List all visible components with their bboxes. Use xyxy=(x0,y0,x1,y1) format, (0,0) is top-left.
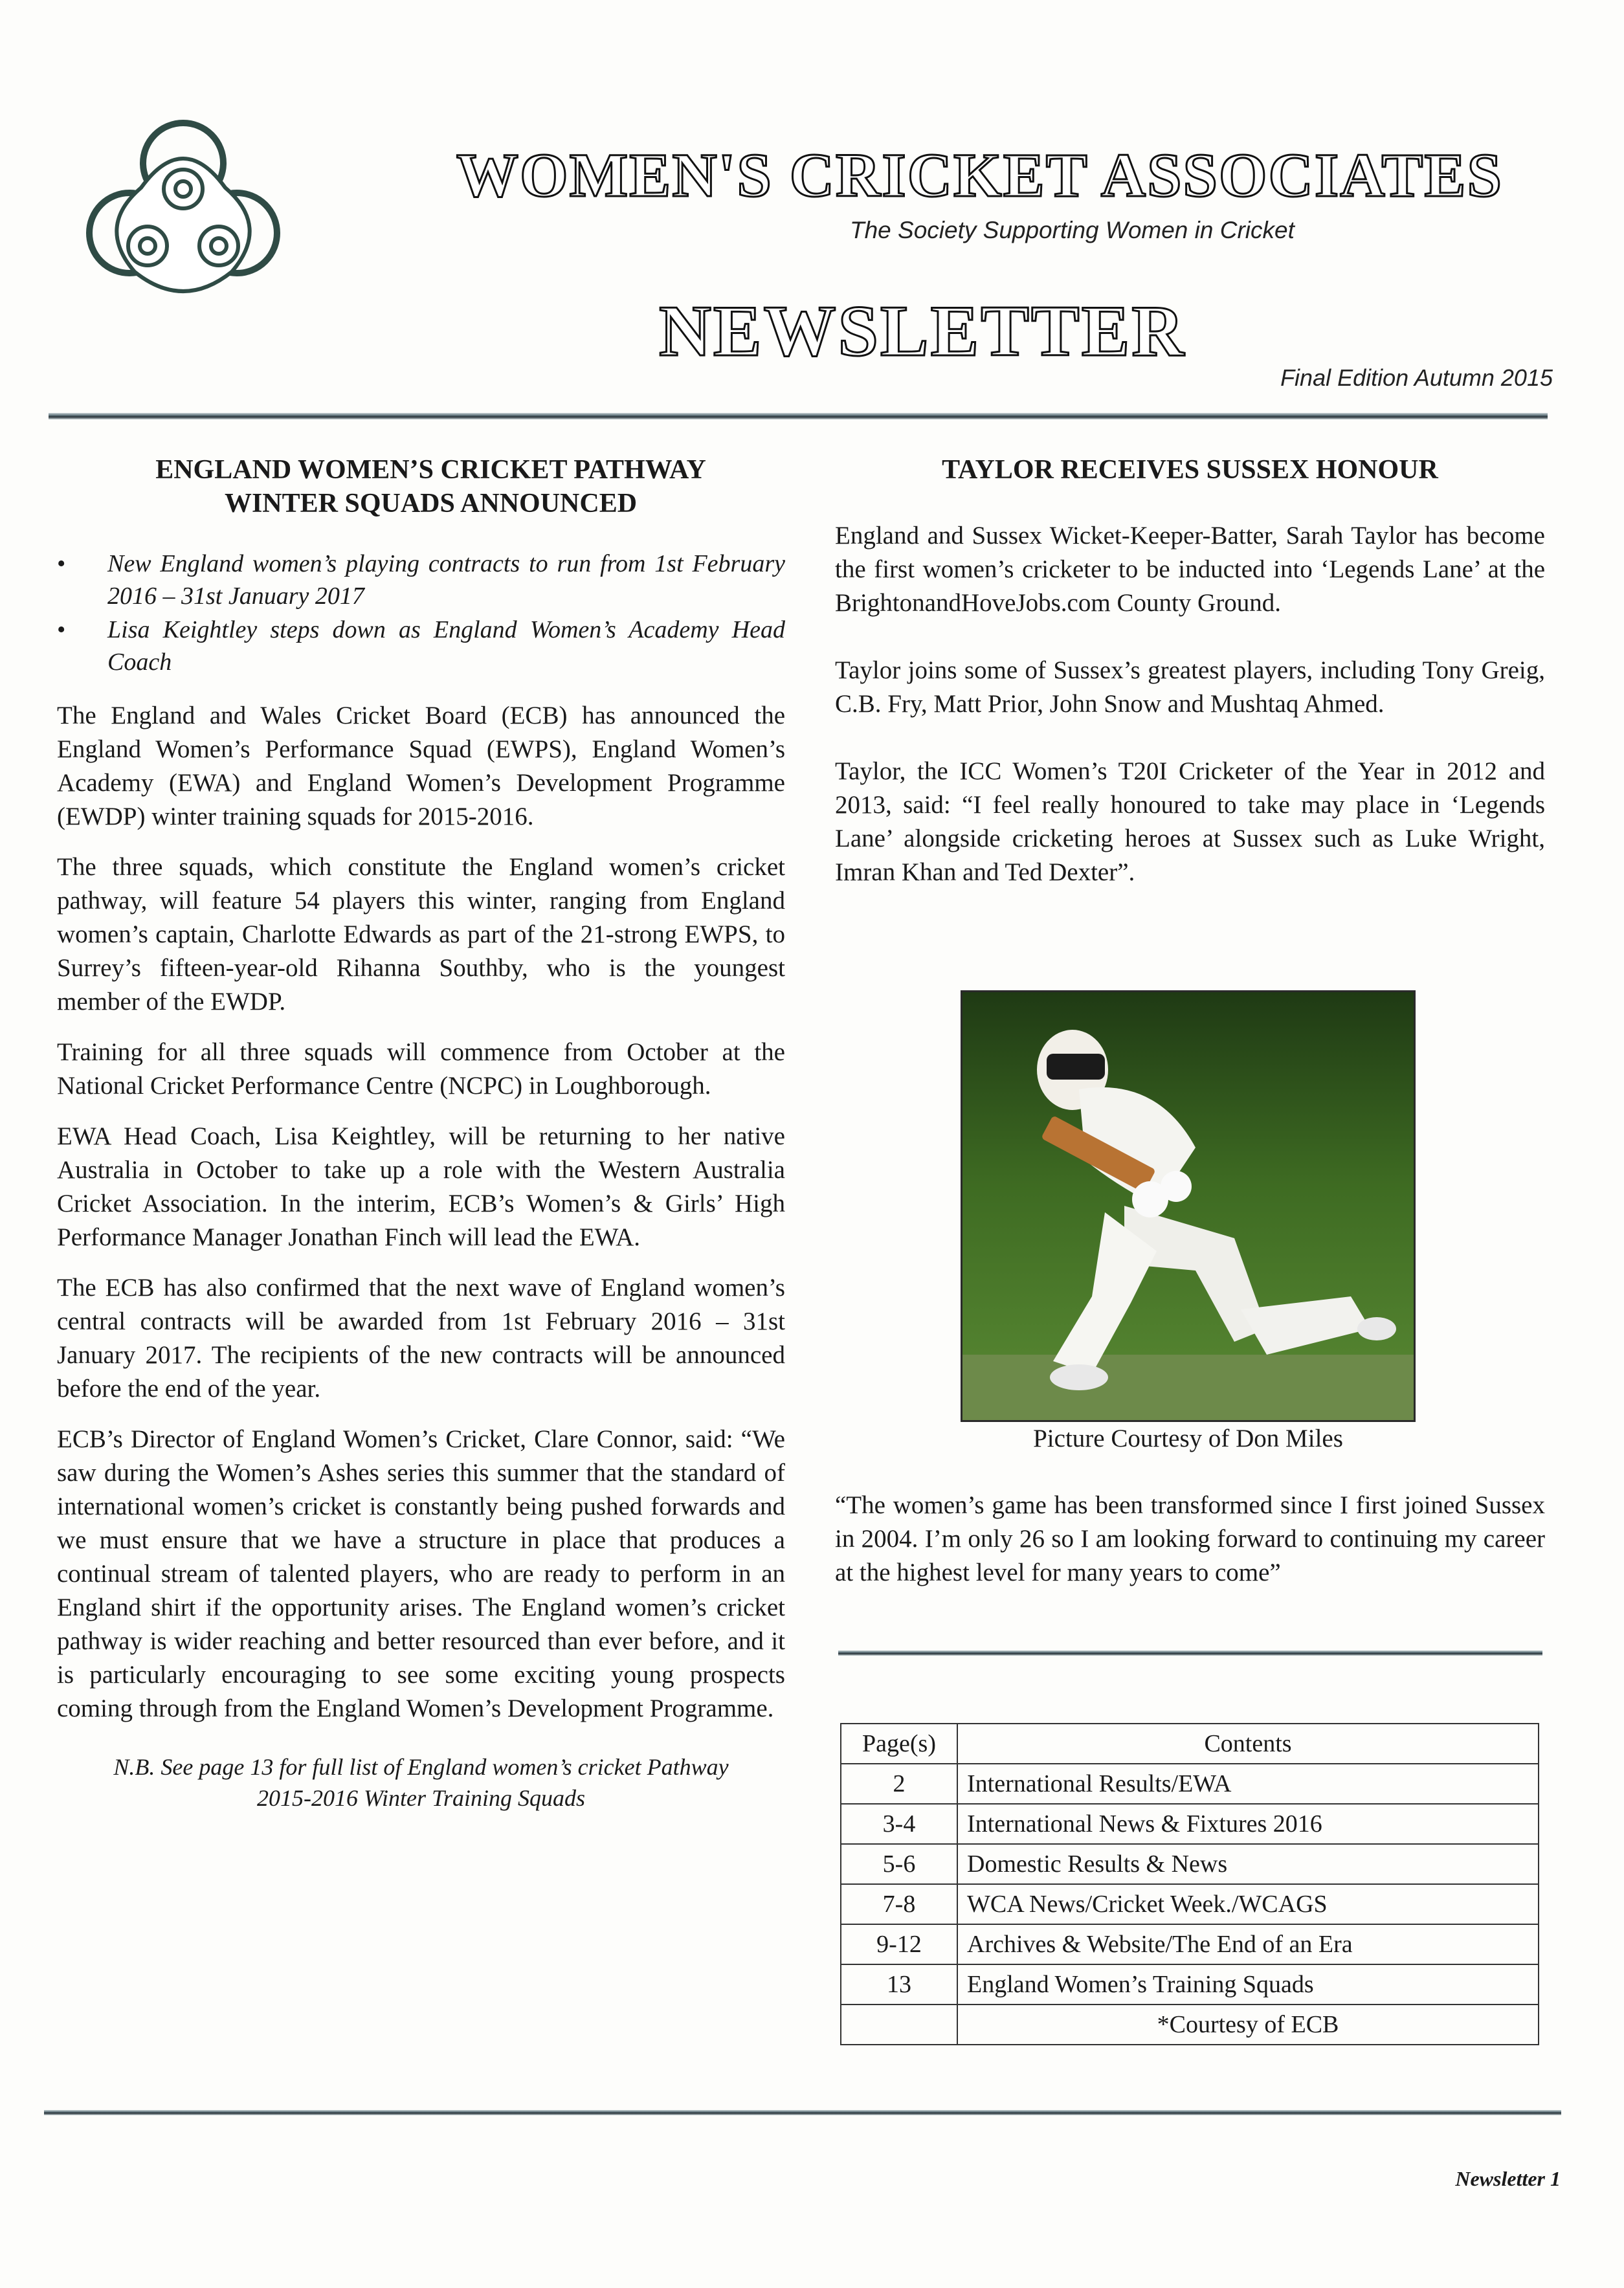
title-cell: Domestic Results & News xyxy=(957,1844,1539,1884)
left-article-heading xyxy=(57,453,785,520)
nb-line: N.B. See page 13 for full list of England women’s cricket Pathway xyxy=(113,1754,729,1780)
right-article-body xyxy=(835,519,1545,889)
header-divider xyxy=(49,413,1548,419)
page-number: Newsletter 1 xyxy=(1455,2167,1561,2190)
paragraph: Training for all three squads will commence from October at the National Cricket Performance Centre (NCPC) in Loughborough. xyxy=(57,1038,785,1100)
heading-line: ENGLAND WOMEN’S CRICKET PATHWAY xyxy=(155,455,706,485)
bullet-text: Lisa Keightley steps down as England Women’s Academy Head Coach xyxy=(107,616,785,676)
paragraph: The ECB has also confirmed that the next wave of England women’s central contracts will be awarded from 1st February 2016 – 31st January 2017. The recipients of the new contracts will be announced before the end of the year. xyxy=(57,1274,785,1403)
title-cell: England Women’s Training Squads xyxy=(957,1964,1539,2005)
page-cell: 5-6 xyxy=(841,1844,957,1884)
table-row xyxy=(841,1764,1539,1804)
contents-column-header: Contents xyxy=(957,1724,1539,1764)
nb-note xyxy=(57,1751,785,1814)
left-article xyxy=(57,453,785,1814)
table-row xyxy=(841,1844,1539,1884)
pages-column-header: Page(s) xyxy=(841,1724,957,1764)
batsman-image xyxy=(962,992,1414,1420)
bullet-item xyxy=(57,548,785,612)
paragraph: Taylor, the ICC Women’s T20I Cricketer of the Year in 2012 and 2013, said: “I feel really honoured to take may place in ‘Legends Lane’ alongside cricketing heroes at Sussex such as Luke Wright, Imran Khan and Ted Dexter”. xyxy=(835,757,1545,886)
cricket-photo xyxy=(961,990,1416,1422)
title-cell: International Results/EWA xyxy=(957,1764,1539,1804)
bullet-dot-icon: • xyxy=(57,550,66,577)
bullet-text: New England women’s playing contracts to run from 1st February 2016 – 31st January 2017 xyxy=(107,550,785,610)
taylor-quote: “The women’s game has been transformed since I first joined Sussex in 2004. I’m only 26 so I am looking forward to continuing my career at the highest level for many years to come” xyxy=(835,1491,1545,1586)
right-divider xyxy=(838,1650,1542,1656)
bullet-list xyxy=(57,548,785,678)
contents-table xyxy=(840,1723,1539,2045)
table-row xyxy=(841,1964,1539,2005)
page-cell: 2 xyxy=(841,1764,957,1804)
title-cell: WCA News/Cricket Week./WCAGS xyxy=(957,1884,1539,1924)
paragraph: England and Sussex Wicket-Keeper-Batter, Sarah Taylor has become the first women’s cricketer to be inducted into ‘Legends Lane’ at the BrightonandHoveJobs.com County Ground. xyxy=(835,522,1545,617)
bullet-item xyxy=(57,614,785,678)
nb-line: 2015-2016 Winter Training Squads xyxy=(256,1785,586,1811)
table-row xyxy=(841,1884,1539,1924)
page-cell xyxy=(841,2005,957,2045)
left-article-body xyxy=(57,699,785,1726)
table-row xyxy=(841,2005,1539,2045)
footnote-cell: *Courtesy of ECB xyxy=(957,2005,1539,2045)
paragraph: The England and Wales Cricket Board (ECB) has announced the England Women’s Performance Squad (EWPS), England Women’s Academy (EWA) and England Women’s Development Programme (EWDP) winter training squads for 2015-2016. xyxy=(57,702,785,830)
newsletter-title: NEWSLETTER xyxy=(659,291,1186,372)
page-cell: 7-8 xyxy=(841,1884,957,1924)
title-cell: International News & Fixtures 2016 xyxy=(957,1804,1539,1844)
page-cell: 3-4 xyxy=(841,1804,957,1844)
edition-label: Final Edition Autumn 2015 xyxy=(1280,364,1553,391)
bullet-dot-icon: • xyxy=(57,616,66,643)
contents-header-row xyxy=(841,1724,1539,1764)
paragraph: ECB’s Director of England Women’s Cricket, Clare Connor, said: “We saw during the Women’s Ashes series this summer that the standard of international women’s cricket is constantly being pushed forwards and we must ensure that we have a structure in place that produces a continual stream of talented players, who are ready to perform in an England shirt if the opportunity arises. The England women’s cricket pathway is wider reaching and better resourced than ever before, and it is particularly encouraging to see some exciting young prospects coming through from the England Women’s Development Programme. xyxy=(57,1425,785,1722)
heading-line: WINTER SQUADS ANNOUNCED xyxy=(224,489,638,518)
page-cell: 13 xyxy=(841,1964,957,2005)
right-article-heading: TAYLOR RECEIVES SUSSEX HONOUR xyxy=(942,455,1438,485)
right-article xyxy=(835,453,1545,906)
paragraph: EWA Head Coach, Lisa Keightley, will be returning to her native Australia in October to take up a role with the Western Australia Cricket Association. In the interim, ECB’s Women’s & Girls’ High Performance Manager Jonathan Finch will lead the EWA. xyxy=(57,1122,785,1251)
table-row xyxy=(841,1804,1539,1844)
table-row xyxy=(841,1924,1539,1964)
paragraph: Taylor joins some of Sussex’s greatest players, including Tony Greig, C.B. Fry, Matt Prior, John Snow and Mushtaq Ahmed. xyxy=(835,656,1545,718)
paragraph: The three squads, which constitute the England women’s cricket pathway, will feature 54 players this winter, ranging from England women’s captain, Charlotte Edwards as part of the 21-strong EWPS, to Surrey’s fifteen-year-old Rihanna Southby, who is the youngest member of the EWDP. xyxy=(57,853,785,1016)
tagline: The Society Supporting Women in Cricket xyxy=(850,217,1295,243)
photo-caption: Picture Courtesy of Don Miles xyxy=(1033,1425,1343,1452)
footer-divider xyxy=(44,2110,1561,2115)
tudor-rose-logo xyxy=(76,117,290,311)
organisation-title: WOMEN'S CRICKET ASSOCIATES xyxy=(456,140,1503,210)
page-cell: 9-12 xyxy=(841,1924,957,1964)
title-cell: Archives & Website/The End of an Era xyxy=(957,1924,1539,1964)
